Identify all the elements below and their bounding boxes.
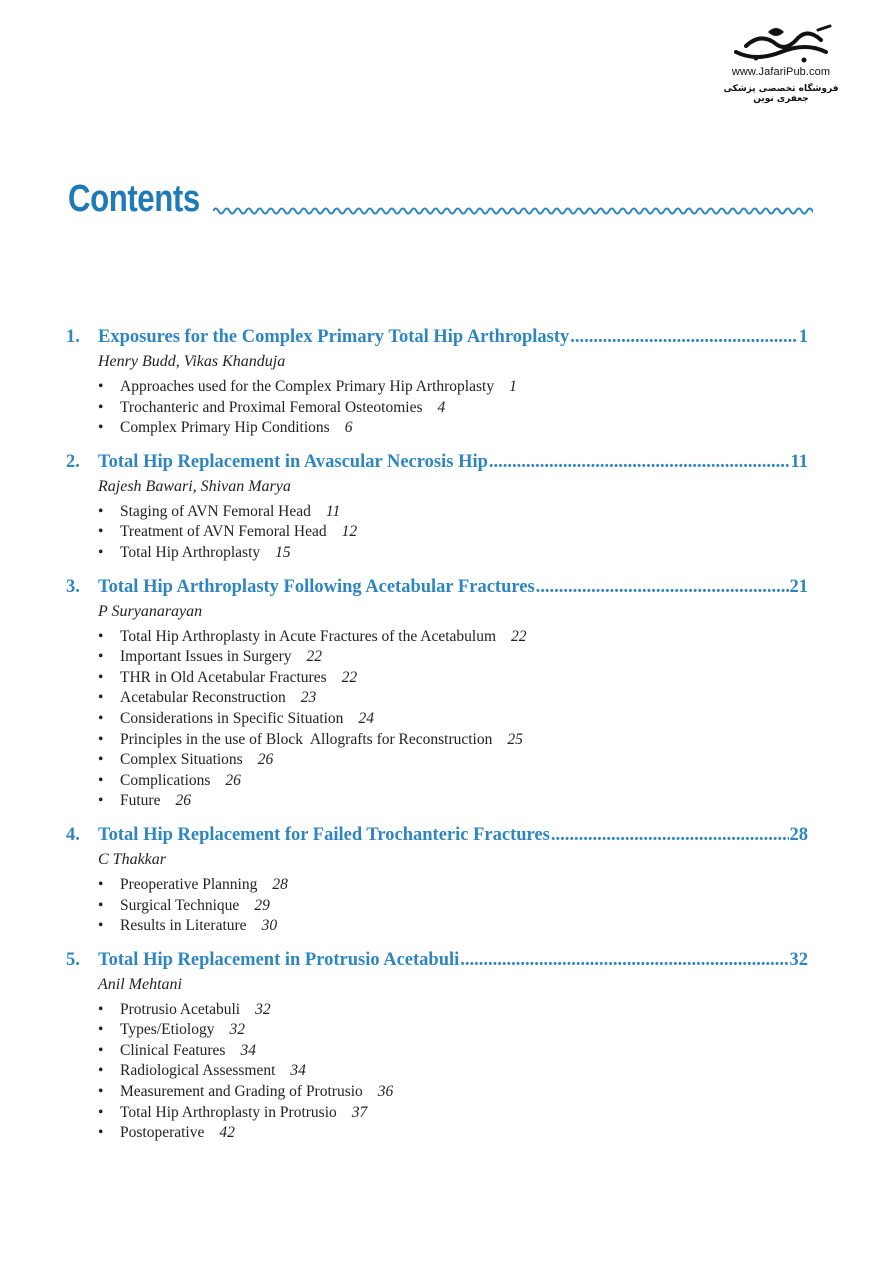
section-list — [66, 1000, 808, 1144]
section-page: 26 — [257, 751, 274, 769]
section-item[interactable] — [98, 875, 808, 896]
section-page: 15 — [275, 543, 291, 561]
chapter-title: Exposures for the Complex Primary Total Hip Arthroplasty — [98, 327, 570, 347]
publisher-tagline: فروشگاه تخصصی پزشکی جعفری نوین — [723, 84, 839, 104]
section-item[interactable] — [98, 1020, 808, 1041]
section-item[interactable] — [98, 1000, 808, 1021]
chapter-link[interactable] — [66, 323, 808, 351]
chapter-number: 4. — [66, 824, 80, 845]
leader-dots — [551, 821, 789, 849]
section-list — [66, 875, 808, 937]
publisher-emblem-icon — [726, 22, 836, 64]
section-title: Types/Etiology — [120, 1021, 215, 1039]
section-title: THR in Old Acetabular Fractures — [120, 668, 327, 686]
section-item[interactable] — [98, 896, 808, 917]
section-title: Treatment of AVN Femoral Head — [120, 523, 327, 541]
contents-heading — [68, 178, 813, 228]
chapter-number: 1. — [66, 327, 80, 347]
section-title: Radiological Assessment — [120, 1062, 276, 1080]
section-page: 12 — [341, 523, 358, 541]
section-title: Acetabular Reconstruction — [120, 689, 286, 707]
publisher-logo — [706, 22, 856, 104]
section-item[interactable] — [98, 502, 808, 523]
section-item[interactable] — [98, 668, 808, 689]
chapter-5 — [66, 946, 808, 1144]
chapter-4 — [66, 821, 808, 937]
section-item[interactable] — [98, 1041, 808, 1062]
section-item[interactable] — [98, 377, 808, 398]
section-page: 25 — [507, 730, 523, 748]
section-item[interactable] — [98, 418, 808, 439]
section-title: Approaches used for the Complex Primary Hip Arthroplasty — [120, 378, 495, 395]
section-item[interactable] — [98, 543, 808, 564]
section-item[interactable] — [98, 791, 808, 812]
section-page: 22 — [306, 648, 322, 666]
section-title: Complex Situations — [120, 751, 243, 769]
section-page: 36 — [377, 1083, 394, 1101]
chapter-1 — [66, 323, 808, 439]
leader-dots — [536, 573, 789, 601]
section-title: Complications — [120, 771, 211, 789]
chapter-number: 5. — [66, 949, 80, 970]
section-item[interactable] — [98, 1103, 808, 1124]
section-page: 28 — [272, 875, 288, 893]
chapter-page: 32 — [789, 949, 808, 970]
section-list — [66, 377, 808, 439]
section-item[interactable] — [98, 1082, 808, 1103]
section-page: 32 — [229, 1021, 245, 1039]
section-page: 22 — [341, 668, 358, 686]
section-title: Total Hip Arthroplasty — [120, 543, 261, 561]
section-page: 1 — [509, 378, 517, 395]
chapter-page: 21 — [789, 576, 808, 597]
chapter-number: 3. — [66, 576, 80, 597]
section-title: Clinical Features — [120, 1041, 226, 1059]
section-page: 4 — [437, 398, 446, 416]
chapter-2 — [66, 448, 808, 564]
section-item[interactable] — [98, 750, 808, 771]
section-title: Staging of AVN Femoral Head — [120, 502, 311, 520]
chapter-authors: C Thakkar — [98, 850, 166, 868]
chapter-authors: Rajesh Bawari, Shivan Marya — [98, 477, 291, 495]
section-title: Total Hip Arthroplasty in Acute Fractures of the Acetabulum — [120, 627, 496, 645]
section-title: Principles in the use of Block Allografts for Reconstruction — [120, 730, 493, 748]
chapter-link[interactable] — [66, 573, 808, 601]
section-title: Surgical Technique — [120, 896, 240, 914]
chapter-number: 2. — [66, 451, 80, 472]
section-item[interactable] — [98, 398, 808, 419]
section-page: 22 — [511, 627, 527, 645]
section-item[interactable] — [98, 916, 808, 937]
chapter-title: Total Hip Replacement for Failed Trochanteric Fractures — [98, 824, 550, 845]
section-page: 34 — [290, 1062, 306, 1080]
section-title: Measurement and Grading of Protrusio — [120, 1083, 363, 1101]
section-item[interactable] — [98, 1061, 808, 1082]
section-page: 30 — [261, 917, 278, 935]
section-title: Total Hip Arthroplasty in Protrusio — [120, 1103, 337, 1121]
section-item[interactable] — [98, 730, 808, 751]
chapter-3 — [66, 573, 808, 812]
chapter-link[interactable] — [66, 448, 808, 476]
section-page: 11 — [325, 502, 341, 520]
page-title: Contents — [68, 178, 200, 220]
leader-dots — [570, 323, 797, 351]
section-title: Postoperative — [120, 1124, 205, 1142]
chapter-page: 28 — [789, 824, 808, 845]
section-item[interactable] — [98, 522, 808, 543]
section-item[interactable] — [98, 688, 808, 709]
leader-dots — [489, 448, 790, 476]
chapter-link[interactable] — [66, 946, 808, 974]
section-page: 26 — [225, 771, 241, 789]
section-page: 32 — [255, 1000, 271, 1018]
section-title: Future — [120, 792, 161, 810]
section-page: 37 — [351, 1103, 368, 1121]
section-title: Important Issues in Surgery — [120, 648, 292, 666]
chapter-authors: Anil Mehtani — [98, 975, 182, 993]
section-page: 26 — [175, 792, 191, 810]
section-page: 42 — [219, 1124, 235, 1142]
chapter-authors: P Suryanarayan — [98, 602, 203, 620]
chapter-link[interactable] — [66, 821, 808, 849]
section-item[interactable] — [98, 647, 808, 668]
section-item[interactable] — [98, 627, 808, 648]
section-title: Protrusio Acetabuli — [120, 1000, 241, 1018]
section-title: Complex Primary Hip Conditions — [120, 419, 330, 437]
leader-dots — [460, 946, 788, 974]
table-of-contents — [66, 323, 808, 1153]
section-title: Considerations in Specific Situation — [120, 709, 344, 727]
section-title: Preoperative Planning — [120, 875, 258, 893]
wavy-rule — [213, 204, 813, 218]
chapter-page: 11 — [790, 451, 808, 472]
section-page: 29 — [254, 896, 270, 914]
chapter-title: Total Hip Replacement in Protrusio Acetabuli — [98, 949, 460, 970]
section-item[interactable] — [98, 771, 808, 792]
chapter-page: 1 — [798, 327, 808, 347]
chapter-title: Total Hip Replacement in Avascular Necrosis Hip — [98, 451, 488, 472]
section-item[interactable] — [98, 1123, 808, 1144]
section-title: Results in Literature — [120, 917, 247, 935]
chapter-title: Total Hip Arthroplasty Following Acetabular Fractures — [98, 576, 535, 597]
section-list — [66, 502, 808, 564]
section-page: 23 — [300, 689, 317, 707]
section-title: Trochanteric and Proximal Femoral Osteotomies — [120, 398, 423, 416]
section-page: 6 — [344, 419, 353, 437]
section-item[interactable] — [98, 709, 808, 730]
section-page: 34 — [240, 1041, 256, 1059]
section-list — [66, 627, 808, 812]
chapter-authors: Henry Budd, Vikas Khanduja — [98, 353, 286, 370]
section-page: 24 — [358, 709, 374, 727]
publisher-url: www.JafariPub.com — [731, 66, 831, 78]
